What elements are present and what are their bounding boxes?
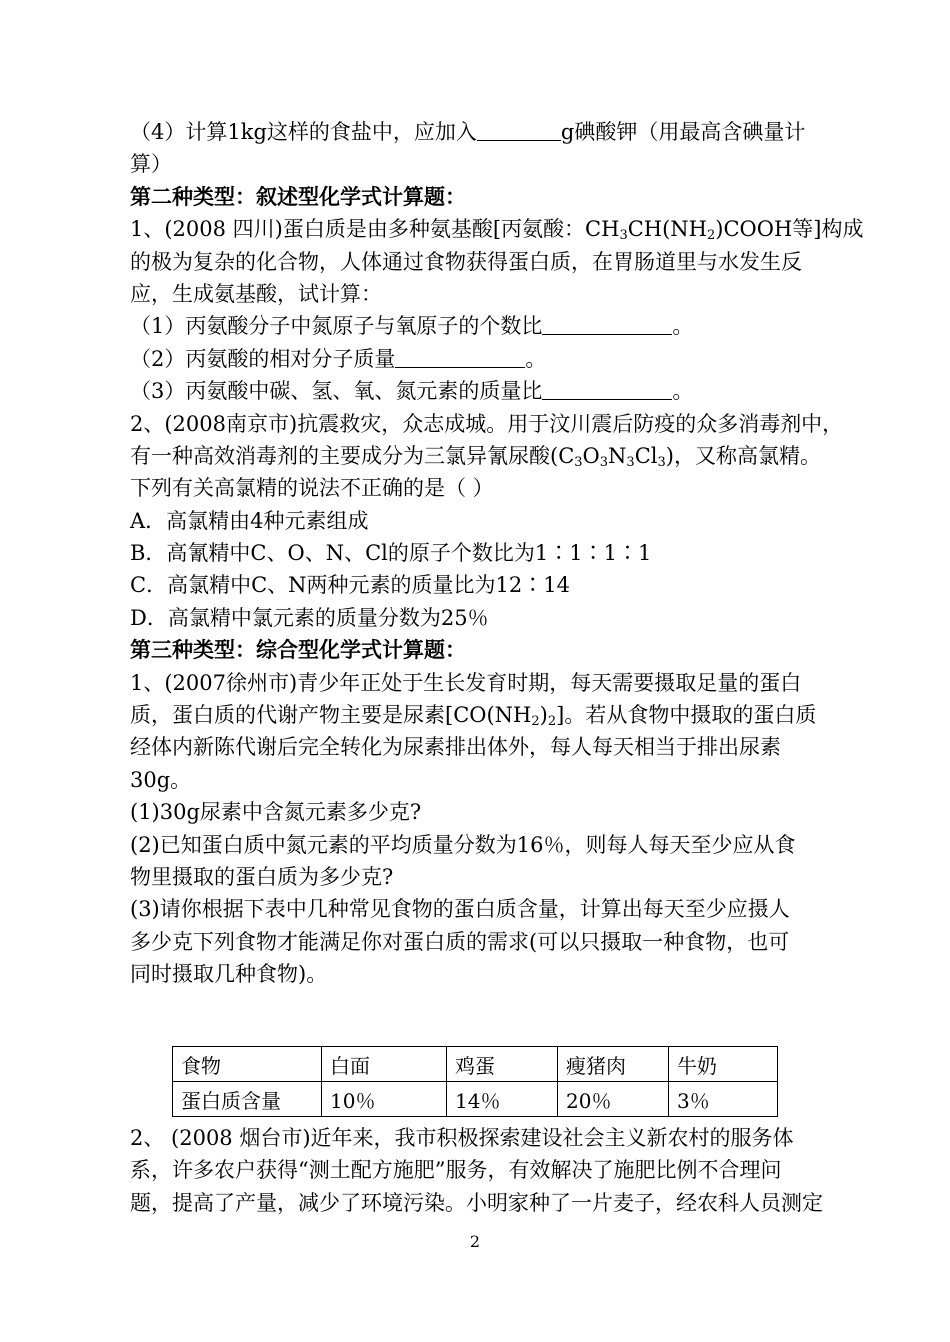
problem3-q2-line2: 物里摄取的蛋白质为多少克? [130,864,394,889]
subscript: 3 [626,454,635,470]
text-run: ]。若从食物中摄取的蛋白质 [556,703,817,728]
subscript: 2 [707,228,716,244]
problem2-line2 [130,440,830,472]
page-content [130,116,864,991]
food-protein-table [172,1046,778,1117]
period: 。 [672,314,694,339]
problem4-line3: 题，提高了产量，减少了环境污染。小明家种了一片麦子，经农科人员测定 [130,1190,823,1215]
problem4-line2: 系，许多农户获得“测土配方施肥”服务，有效解决了施肥比例不合理问 [130,1158,782,1183]
period: 。 [525,346,547,371]
q4-line-end: 算） [130,152,172,177]
answer-blank [477,118,561,141]
table-header-row [173,1047,778,1082]
answer-blank [542,377,672,400]
table-cell: 20％ [558,1082,669,1117]
table-cell: 食物 [173,1047,322,1082]
question-text: （2）丙氨酸的相对分子质量 [130,346,396,371]
problem3-line4: 30g。 [130,767,192,792]
option-b: B．高氰精中C、O、N、Cl的原子个数比为1∶1∶1∶1 [130,541,652,566]
period: 。 [672,379,694,404]
text-run: Cl [634,443,658,468]
text-run: N [608,443,627,468]
table-cell: 14％ [447,1082,558,1117]
problem3-q2-line1: (2)已知蛋白质中氮元素的平均质量分数为16％，则每人每天至少应从食 [130,832,796,857]
subscript: 3 [657,454,666,470]
option-c: C．高氯精中C、N两种元素的质量比为12∶14 [130,573,570,598]
option-d: D．高氯精中氯元素的质量分数为25％ [130,605,489,630]
text-run: 有一种高效消毒剂的主要成分为三氯异氰尿酸(C [130,443,575,468]
text-run: O [582,443,600,468]
problem3-line3: 经体内新陈代谢后完全转化为尿素排出体外，每人每天相当于排出尿素 [130,735,781,760]
table-row [173,1082,778,1117]
subscript: 3 [599,454,609,470]
problem4-line1: 2、 (2008 烟台市)近年来，我市积极探索建设社会主义新农村的服务体 [130,1126,794,1150]
text-run: )，又称高氯精。 [665,443,821,468]
table-cell: 蛋白质含量 [173,1082,322,1117]
table-cell: 3％ [669,1082,778,1117]
question-text: （3）丙氨酸中碳、氢、氧、氮元素的质量比 [130,379,543,404]
option-a: A．高氯精由4种元素组成 [130,508,369,533]
problem3-q1: (1)30g尿素中含氮元素多少克? [130,800,422,825]
text-run: 1、(2008 四川)蛋白质是由多种氨基酸[丙氨酸：CH [130,217,620,242]
problem3-line2 [130,699,830,731]
subscript: 3 [619,228,628,244]
subscript: 2 [531,714,540,730]
problem1-line1 [130,213,864,245]
text-run: CH(NH [627,217,707,242]
question-text: （1）丙氨酸分子中氮原子与氧原子的个数比 [130,314,543,339]
text-run: 质，蛋白质的代谢产物主要是尿素[CO(NH [130,703,532,728]
subscript: 2 [547,714,557,730]
problem3-q3-line1: (3)请你根据下表中几种常见食物的蛋白质含量，计算出每天至少应摄人 [130,897,790,922]
problem4-block [130,1122,830,1219]
problem3-line1: 1、(2007徐州市)青少年正处于生长发育时期，每天需要摄取足量的蛋白 [130,670,802,695]
q4-line [130,116,830,148]
problem2-line1: 2、(2008南京市)抗震救灾，众志成城。用于汶川震后防疫的众多消毒剂中， [130,411,844,436]
problem1-line3: 应，生成氨基酸，试计算： [130,281,382,306]
problem1-q2 [130,343,830,375]
q4-text-cont: g碘酸钾（用最高含碘量计 [560,120,806,144]
problem2-line3: 下列有关高氯精的说法不正确的是（ ） [130,476,494,501]
table-cell: 白面 [322,1047,447,1082]
type3-heading: 第三种类型：综合型化学式计算题： [130,637,466,663]
page-number: 2 [469,1232,481,1251]
text-run: )COOH等]构成 [715,217,864,242]
subscript: 3 [574,454,583,470]
problem3-q3-line2: 多少克下列食物才能满足你对蛋白质的需求(可以只摄取一种食物，也可 [130,929,790,954]
table-cell: 10％ [322,1082,447,1117]
answer-blank [542,312,672,335]
table-cell: 鸡蛋 [447,1047,558,1082]
problem1-q3 [130,375,830,407]
problem1-line2: 的极为复杂的化合物，人体通过食物获得蛋白质，在胃肠道里与水发生反 [130,249,802,274]
table-cell: 瘦猪肉 [558,1047,669,1082]
problem3-q3-line3: 同时摄取几种食物)。 [130,962,328,987]
problem1-q1 [130,310,830,342]
text-run: ) [539,703,548,728]
answer-blank [395,345,525,368]
type2-heading: 第二种类型：叙述型化学式计算题： [130,183,466,209]
table-cell: 牛奶 [669,1047,778,1082]
q4-text: （4）计算1kg这样的食盐中，应加入 [130,120,477,144]
